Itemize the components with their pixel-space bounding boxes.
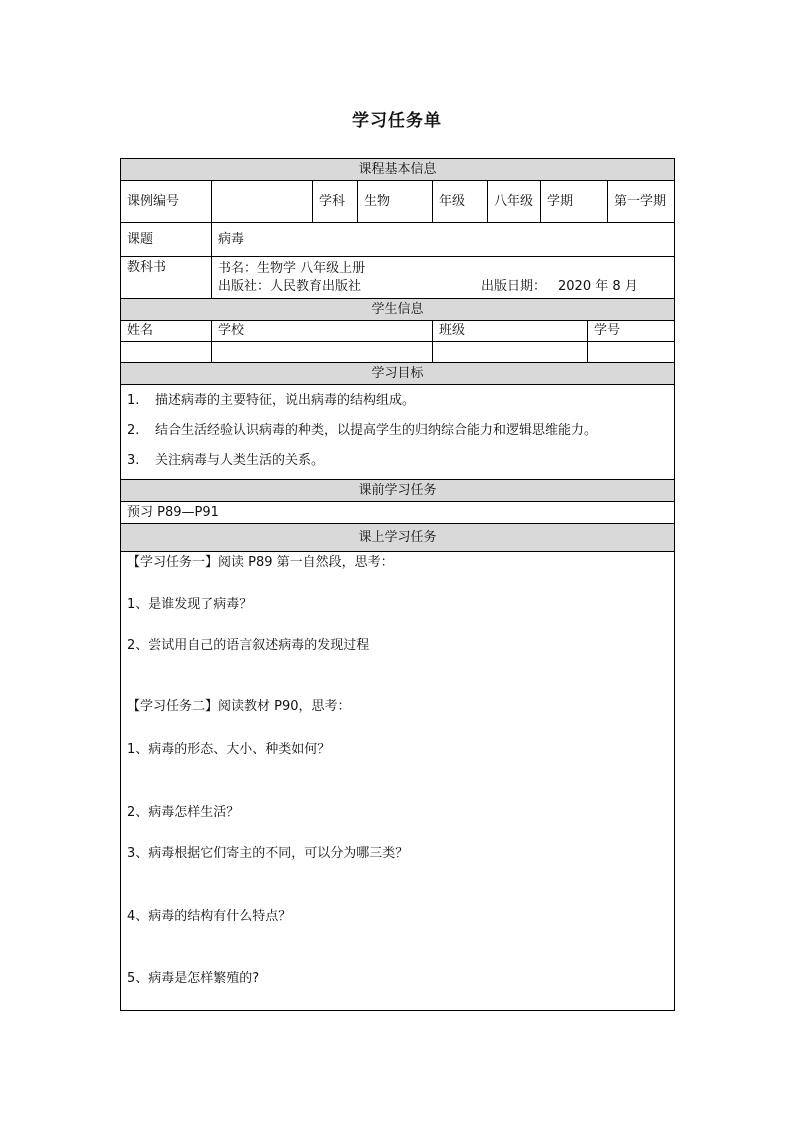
objectives-list — [121, 385, 675, 480]
grade-value: 八年级 — [488, 181, 541, 223]
in-class-task-area — [121, 552, 675, 1011]
class-input[interactable] — [433, 342, 588, 363]
objectives-header: 学习目标 — [121, 363, 675, 385]
pre-class-header: 课前学习任务 — [121, 480, 675, 502]
term-value: 第一学期 — [608, 181, 675, 223]
subject-label: 学科 — [313, 181, 358, 223]
name-label: 姓名 — [121, 321, 212, 342]
book-name: 书名：生物学 八年级上册 — [218, 260, 366, 276]
lesson-no-label: 课例编号 — [121, 181, 212, 223]
course-info-header: 课程基本信息 — [121, 159, 675, 181]
topic-value: 病毒 — [212, 223, 675, 257]
task-question: 4、病毒的结构有什么特点？ — [127, 909, 292, 924]
objective-number: 2. — [127, 423, 140, 438]
task-one-heading: 【学习任务一】阅读 P89 第一自然段，思考： — [127, 555, 394, 570]
pub-date-value: 2020 年 8 月 — [558, 278, 638, 294]
task-question: 2、病毒怎样生活？ — [127, 805, 240, 820]
task-question: 1、是谁发现了病毒？ — [127, 597, 253, 612]
textbook-info — [212, 257, 675, 299]
textbook-label: 教科书 — [121, 257, 212, 299]
student-id-input[interactable] — [588, 342, 675, 363]
task-question: 2、尝试用自己的语言叙述病毒的发现过程 — [127, 638, 370, 653]
class-label: 班级 — [433, 321, 588, 342]
term-label: 学期 — [541, 181, 608, 223]
lesson-no-value — [212, 181, 313, 223]
task-sheet-table — [120, 158, 675, 1011]
student-id-label: 学号 — [588, 321, 675, 342]
task-question: 1、病毒的形态、大小、种类如何？ — [127, 742, 331, 757]
pre-class-task: 预习 P89—P91 — [121, 502, 675, 524]
student-info-header: 学生信息 — [121, 299, 675, 321]
objective-text: 关注病毒与人类生活的关系。 — [155, 453, 325, 468]
school-label: 学校 — [212, 321, 433, 342]
objective-text: 结合生活经验认识病毒的种类，以提高学生的归纳综合能力和逻辑思维能力。 — [155, 423, 598, 438]
publisher: 出版社：人民教育出版社 — [218, 278, 362, 294]
grade-label: 年级 — [433, 181, 488, 223]
task-question: 5、病毒是怎样繁殖的? — [127, 971, 260, 986]
objective-number: 1. — [127, 393, 140, 408]
pub-date-label: 出版日期： — [481, 278, 547, 294]
task-question: 3、病毒根据它们寄主的不同，可以分为哪三类？ — [127, 846, 409, 861]
objective-item — [127, 386, 668, 416]
objective-number: 3. — [127, 453, 140, 468]
subject-value: 生物 — [358, 181, 433, 223]
school-input[interactable] — [212, 342, 433, 363]
name-input[interactable] — [121, 342, 212, 363]
objective-item — [127, 446, 668, 476]
task-two-heading: 【学习任务二】阅读教材 P90，思考： — [127, 699, 351, 714]
page-title: 学习任务单 — [352, 111, 442, 131]
topic-label: 课题 — [121, 223, 212, 257]
in-class-header: 课上学习任务 — [121, 524, 675, 552]
publisher-row — [218, 278, 668, 296]
objective-text: 描述病毒的主要特征，说出病毒的结构组成。 — [155, 393, 416, 408]
objective-item — [127, 416, 668, 446]
